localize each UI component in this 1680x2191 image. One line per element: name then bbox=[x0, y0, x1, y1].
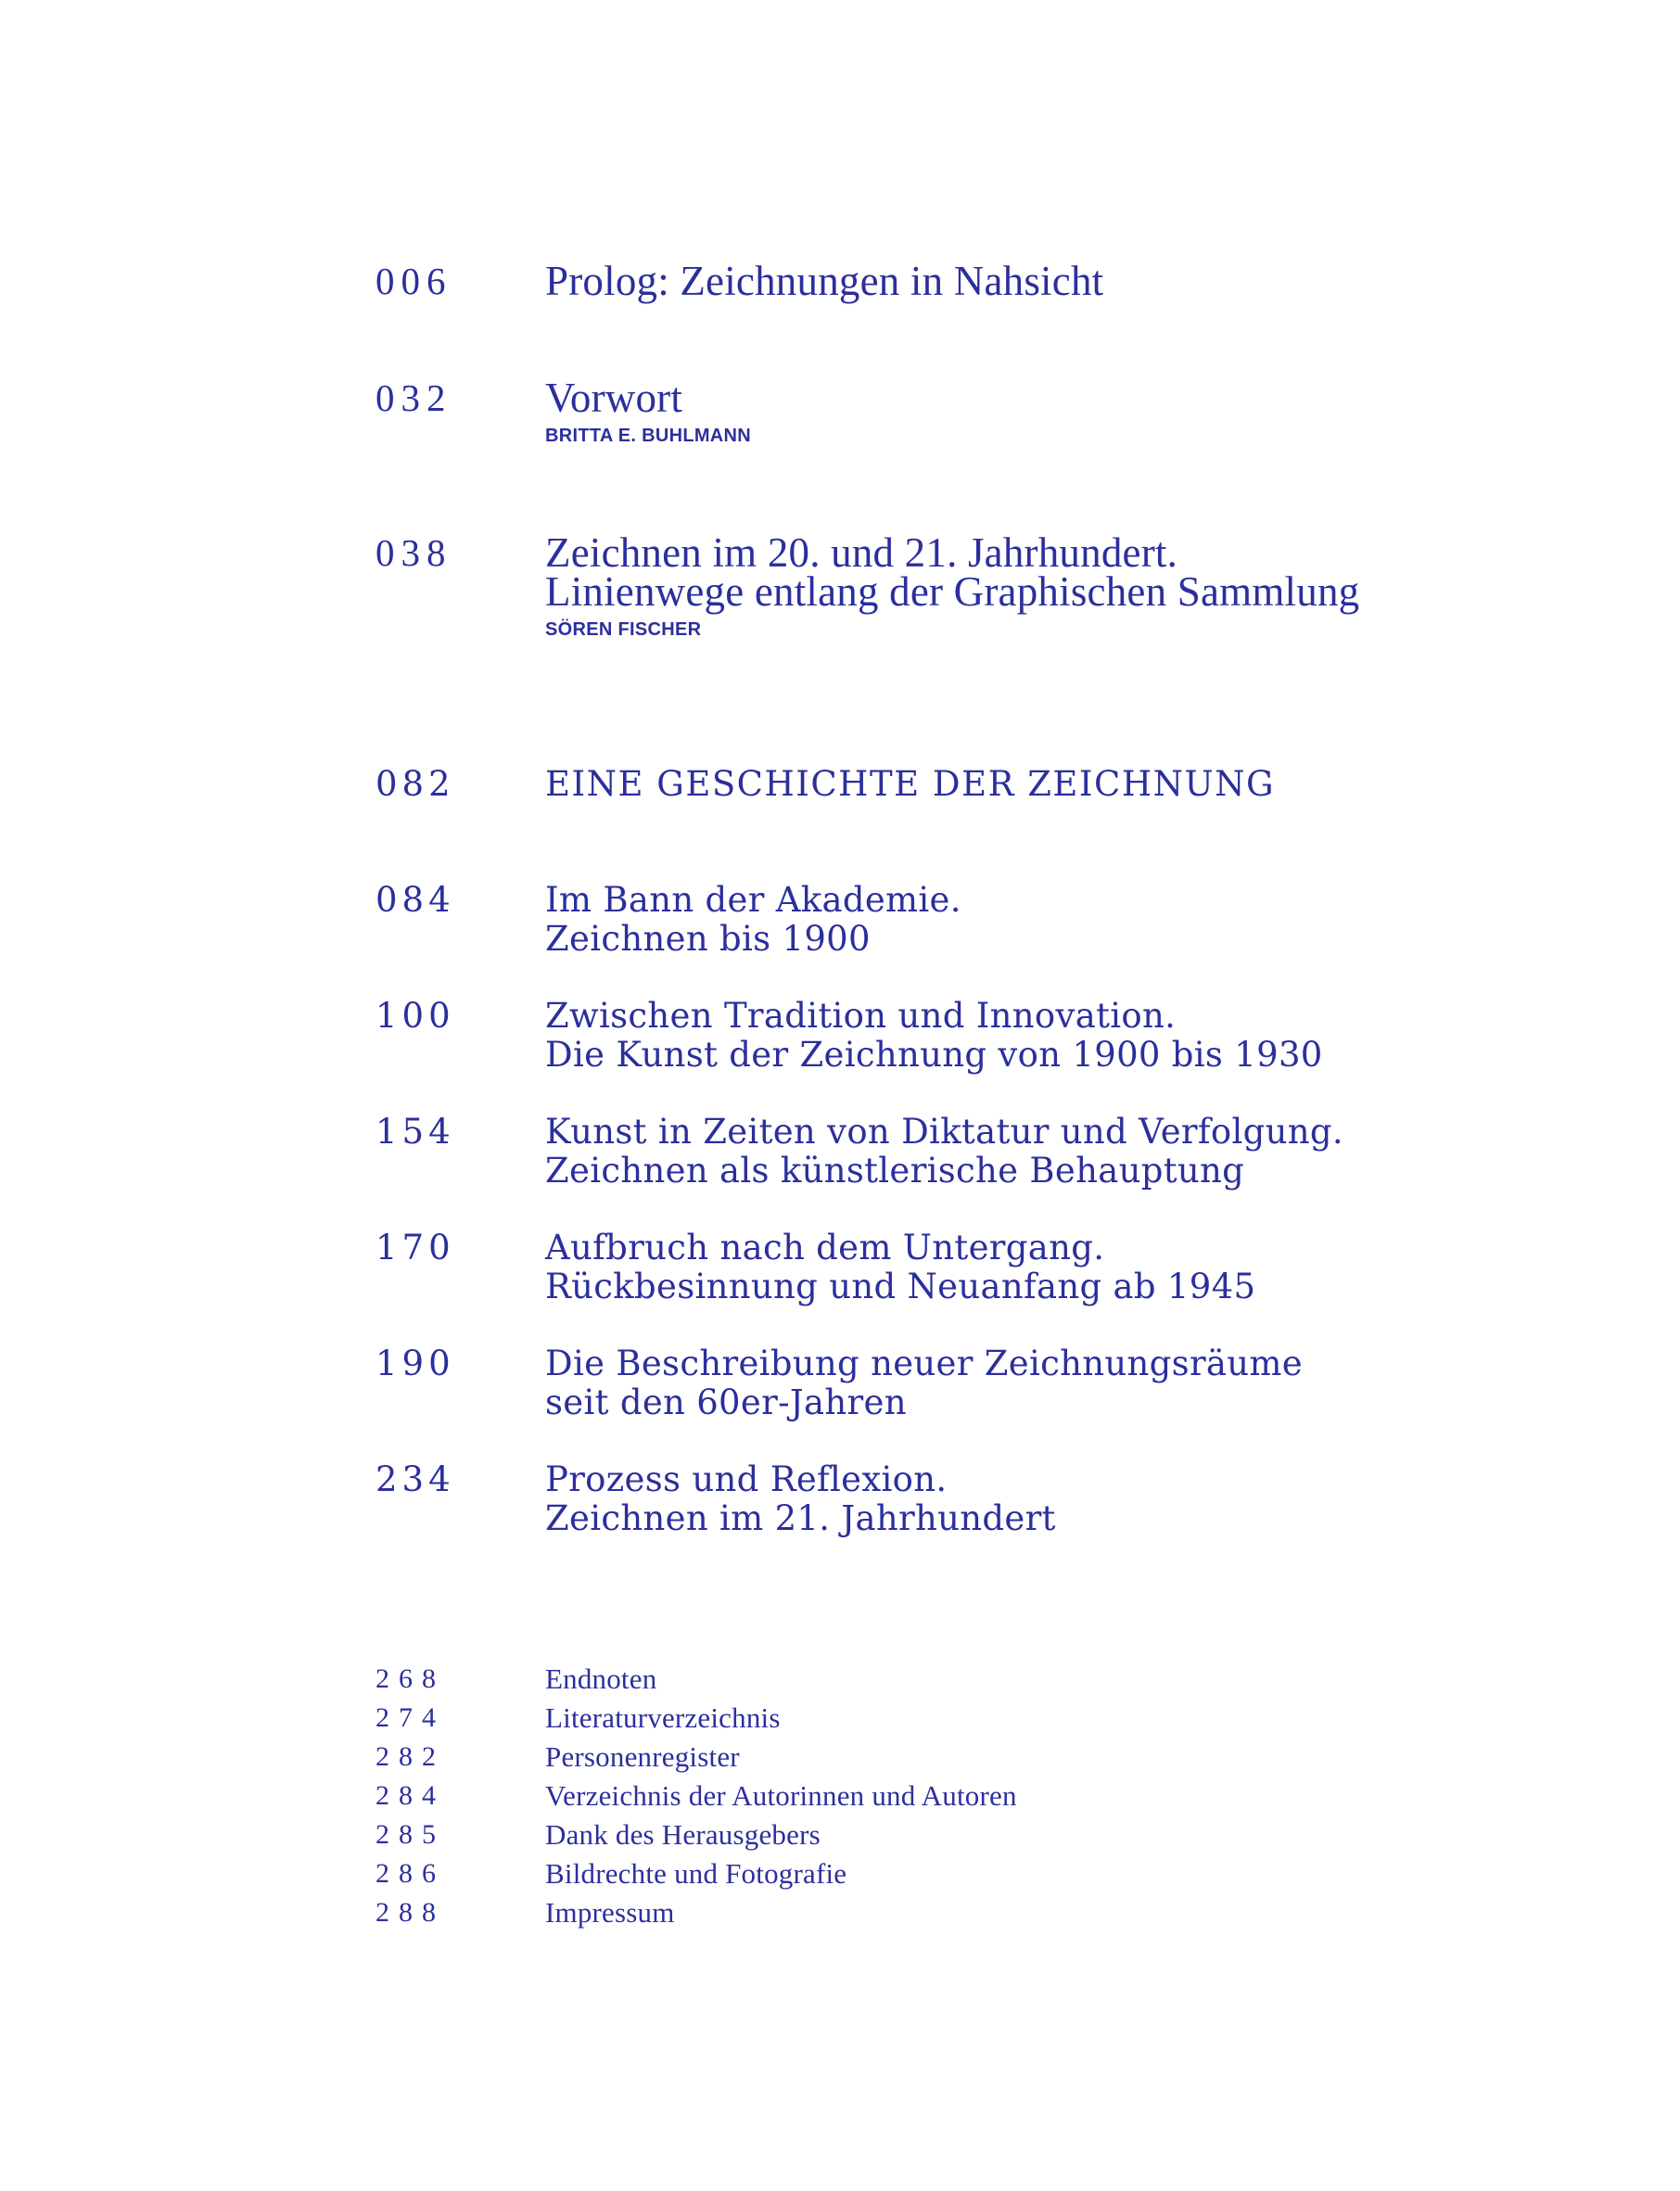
entry-title-line-1: Zeichnen im 20. und 21. Jahrhundert. bbox=[545, 529, 1178, 576]
appendix-item[interactable] bbox=[375, 1660, 1581, 1699]
toc-entry-prolog[interactable] bbox=[375, 258, 1581, 304]
section-title: EINE GESCHICHTE DER ZEICHNUNG bbox=[545, 764, 1276, 804]
appendix-label: Verzeichnis der Autorinnen und Autoren bbox=[545, 1779, 1017, 1812]
chapter-title-line-2: seit den 60er-Jahren bbox=[545, 1382, 907, 1422]
page-number: 284 bbox=[375, 1780, 445, 1811]
chapter-title-line-1: Im Bann der Akademie. bbox=[545, 880, 961, 920]
entry-author: BRITTA E. BUHLMANN bbox=[545, 426, 752, 446]
toc-chapter[interactable] bbox=[375, 1113, 1581, 1191]
chapter-title-line-1: Die Beschreibung neuer Zeichnungsräume bbox=[545, 1344, 1303, 1383]
page-number: 274 bbox=[375, 1702, 445, 1733]
chapter-title-line-1: Zwischen Tradition und Innovation. bbox=[545, 996, 1177, 1036]
page-number: 288 bbox=[375, 1897, 445, 1928]
chapter-title-line-1: Aufbruch nach dem Untergang. bbox=[545, 1228, 1105, 1267]
page-number: 285 bbox=[375, 1819, 445, 1850]
toc-chapter[interactable] bbox=[375, 997, 1581, 1075]
toc-entry-vorwort[interactable] bbox=[375, 375, 1581, 447]
appendix-label: Endnoten bbox=[545, 1662, 657, 1695]
page-number: 154 bbox=[375, 1112, 455, 1152]
appendix-label: Impressum bbox=[545, 1896, 675, 1929]
appendix-label: Bildrechte und Fotografie bbox=[545, 1857, 847, 1890]
chapter-title-line-2: Die Kunst der Zeichnung von 1900 bis 1930 bbox=[545, 1035, 1323, 1075]
appendix-item[interactable] bbox=[375, 1893, 1581, 1932]
entry-title: Prolog: Zeichnungen in Nahsicht bbox=[545, 258, 1104, 304]
page-number: 170 bbox=[375, 1228, 455, 1267]
page-number: 282 bbox=[375, 1741, 445, 1772]
page-number: 032 bbox=[375, 376, 452, 419]
toc-chapter[interactable] bbox=[375, 1229, 1581, 1306]
appendix-item[interactable] bbox=[375, 1699, 1581, 1738]
entry-title-line-2: Linienwege entlang der Graphischen Sammlung bbox=[545, 568, 1360, 615]
toc-section-heading[interactable] bbox=[375, 765, 1581, 804]
appendix-label: Literaturverzeichnis bbox=[545, 1701, 781, 1734]
page-number: 190 bbox=[375, 1344, 455, 1383]
toc-chapter[interactable] bbox=[375, 1460, 1581, 1538]
toc-entry-zeichnen-20-21[interactable] bbox=[375, 529, 1581, 641]
appendix-item[interactable] bbox=[375, 1815, 1581, 1854]
page-number: 038 bbox=[375, 531, 452, 574]
appendix-item[interactable] bbox=[375, 1777, 1581, 1815]
chapter-title-line-1: Kunst in Zeiten von Diktatur und Verfolgung. bbox=[545, 1112, 1343, 1152]
appendix-label: Personenregister bbox=[545, 1740, 740, 1773]
chapter-title-line-2: Zeichnen als künstlerische Behauptung bbox=[545, 1151, 1245, 1191]
page-number: 234 bbox=[375, 1459, 455, 1499]
appendix-label: Dank des Herausgebers bbox=[545, 1818, 821, 1851]
page-number: 100 bbox=[375, 996, 455, 1036]
chapter-title-line-1: Prozess und Reflexion. bbox=[545, 1459, 948, 1499]
page-number: 084 bbox=[375, 880, 455, 920]
appendix-list bbox=[375, 1660, 1581, 1932]
appendix-item[interactable] bbox=[375, 1854, 1581, 1893]
entry-title: Vorwort bbox=[545, 375, 683, 421]
appendix-item[interactable] bbox=[375, 1738, 1581, 1777]
chapter-title-line-2: Rückbesinnung und Neuanfang ab 1945 bbox=[545, 1267, 1256, 1306]
chapter-title-line-2: Zeichnen bis 1900 bbox=[545, 919, 871, 959]
entry-author: SÖREN FISCHER bbox=[545, 619, 702, 640]
chapter-title-line-2: Zeichnen im 21. Jahrhundert bbox=[545, 1498, 1056, 1538]
page-number: 006 bbox=[375, 260, 452, 302]
toc-chapter[interactable] bbox=[375, 881, 1581, 959]
page-number: 082 bbox=[375, 764, 455, 804]
toc-chapter[interactable] bbox=[375, 1344, 1581, 1422]
page-number: 268 bbox=[375, 1663, 445, 1694]
page-number: 286 bbox=[375, 1858, 445, 1889]
